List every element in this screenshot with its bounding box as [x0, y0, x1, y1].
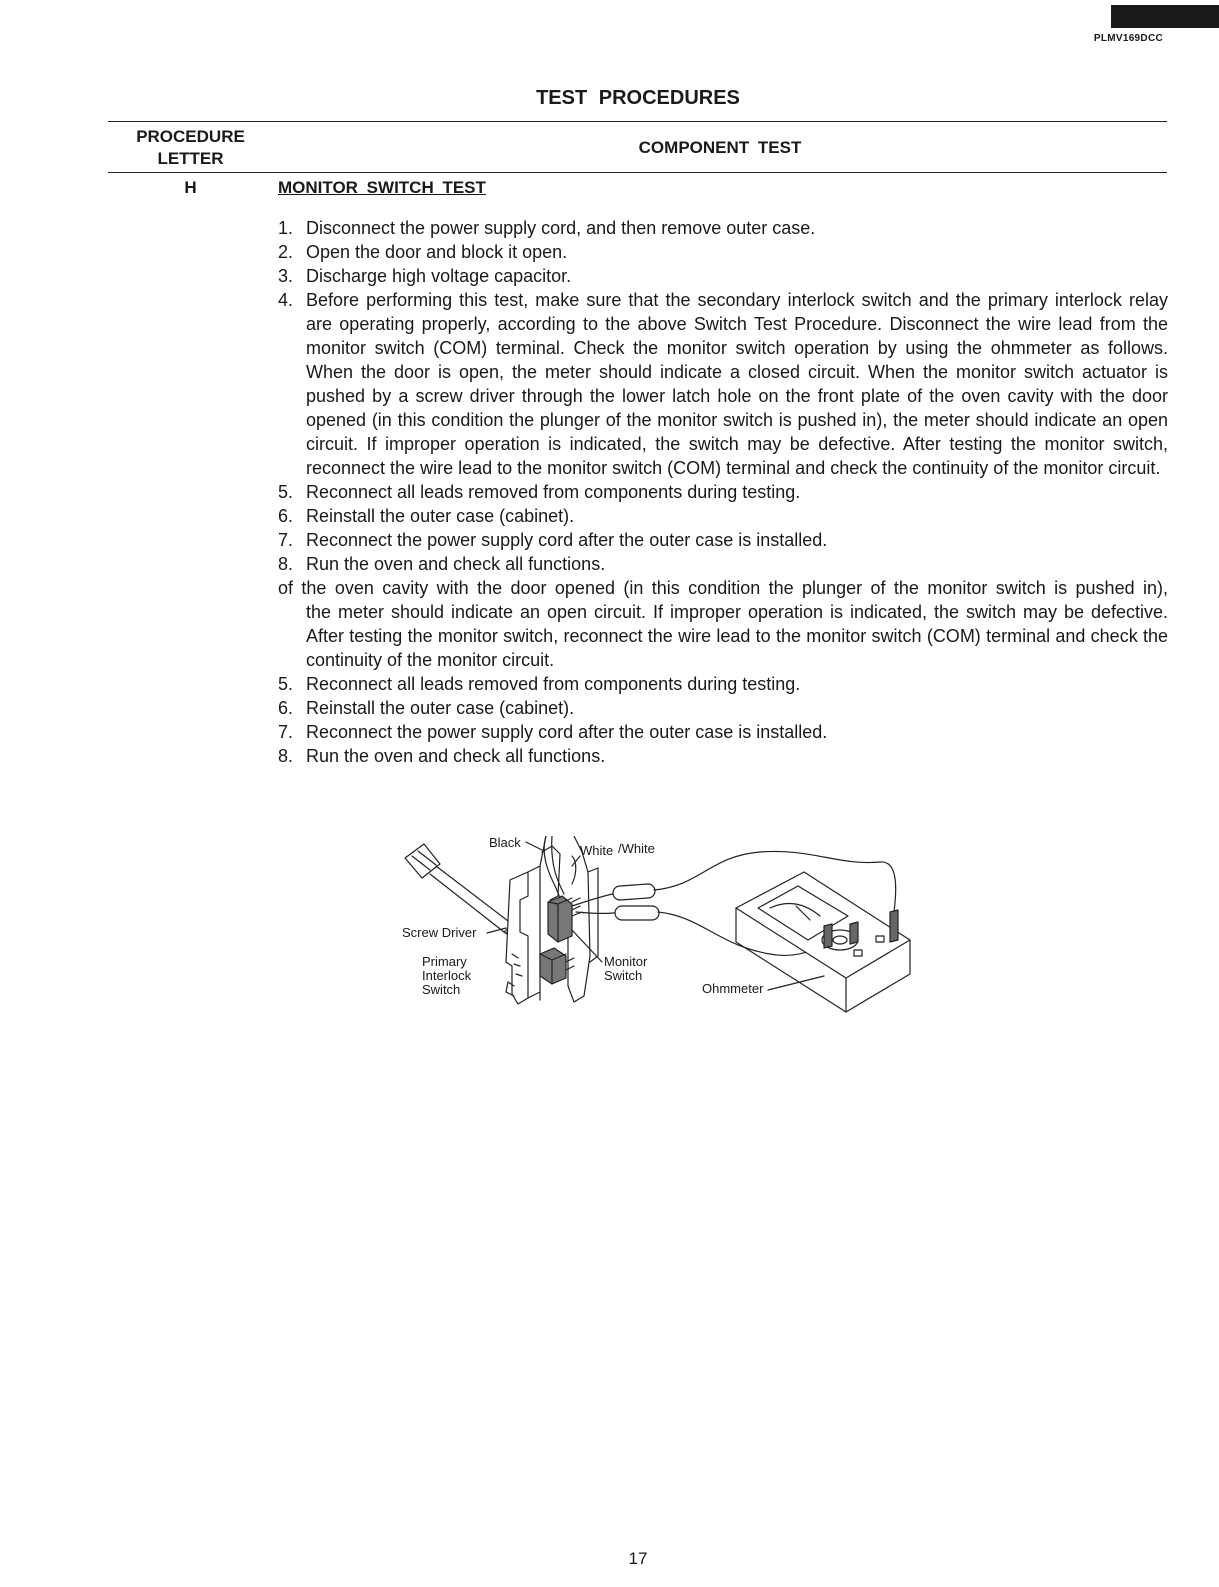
step-number: 3. — [278, 266, 294, 286]
step-item — [278, 240, 1168, 264]
probe-lower — [615, 906, 659, 920]
figure-drawing — [400, 836, 940, 1026]
label-primary-3: Switch — [422, 982, 461, 997]
step-text: Reinstall the outer case (cabinet). — [306, 698, 575, 718]
step-number: 6. — [278, 698, 294, 718]
step-fragment — [278, 576, 1168, 672]
step-text: Reconnect all leads removed from components during testing. — [306, 482, 801, 502]
step-item — [278, 552, 1168, 576]
step-item — [278, 216, 1168, 240]
step-text: Run the oven and check all functions. — [306, 554, 606, 574]
table-header-rule — [108, 172, 1167, 173]
section-title: MONITOR SWITCH TEST — [278, 178, 486, 197]
model-number: PLMV169DCC — [1093, 33, 1163, 44]
page-number: 17 — [628, 1549, 648, 1568]
step-text: Reconnect the power supply cord after the outer case is installed. — [306, 530, 828, 550]
step-item — [278, 504, 1168, 528]
label-screw-driver: Screw Driver — [402, 925, 477, 940]
fragment-rest: the meter should indicate an open circuit. If improper operation is indicated, the switch may be defective. After testing the monitor switch, reconnect the wire lead to the monitor switch (COM) terminal and check the continuity of the monitor circuit. — [306, 602, 1168, 670]
label-monitor-1: Monitor — [604, 954, 648, 969]
table-top-rule — [108, 121, 1167, 122]
step-number: 4. — [278, 290, 294, 310]
black-wire-2 — [552, 836, 564, 894]
label-white: White — [580, 843, 614, 858]
step-number: 7. — [278, 722, 294, 742]
step-text: Reinstall the outer case (cabinet). — [306, 506, 575, 526]
screw-driver-drawing — [405, 844, 518, 936]
step-number: 5. — [278, 674, 294, 694]
header-black-tab — [1111, 5, 1219, 28]
step-item — [278, 672, 1168, 696]
step-number: 1. — [278, 218, 294, 238]
step-text: Run the oven and check all functions. — [306, 746, 606, 766]
probe-upper — [613, 884, 655, 900]
step-item — [278, 720, 1168, 744]
step-text: Reconnect all leads removed from components during testing. — [306, 674, 801, 694]
step-number: 6. — [278, 506, 294, 526]
primary-interlock-switch-drawing — [540, 948, 574, 984]
step-text: Reconnect the power supply cord after the outer case is installed. — [306, 722, 828, 742]
step-number: 2. — [278, 242, 294, 262]
step-text: Discharge high voltage capacitor. — [306, 266, 572, 286]
label-monitor-2: Switch — [604, 968, 643, 983]
white-wire — [572, 856, 576, 884]
procedure-letter-header — [108, 126, 273, 170]
step-text: Open the door and block it open. — [306, 242, 568, 262]
step-text: Disconnect the power supply cord, and then remove outer case. — [306, 218, 816, 238]
procedure-letter-header-line1: PROCEDURE — [136, 127, 245, 146]
step-item — [278, 696, 1168, 720]
step-number: 7. — [278, 530, 294, 550]
page-title: TEST PROCEDURES — [536, 87, 740, 109]
step-item — [278, 264, 1168, 288]
component-test-header: COMPONENT TEST — [638, 138, 802, 157]
procedure-letter-header-line2: LETTER — [157, 149, 224, 168]
label-white-2: /White — [618, 841, 655, 856]
step-item — [278, 288, 1168, 480]
procedure-steps — [278, 216, 1168, 768]
step-number: 8. — [278, 554, 294, 574]
label-primary-1: Primary — [422, 954, 467, 969]
step-number: 5. — [278, 482, 294, 502]
label-black: Black — [489, 836, 521, 850]
fragment-first-line: of the oven cavity with the door opened (in this condition the plunger of the monitor switch is pushed in), — [278, 578, 1168, 598]
step-item — [278, 744, 1168, 768]
label-ohmmeter: Ohmmeter — [702, 981, 764, 996]
monitor-switch-test-figure — [400, 836, 940, 1026]
step-item — [278, 480, 1168, 504]
step-number: 8. — [278, 746, 294, 766]
procedure-letter: H — [184, 178, 197, 197]
step-item — [278, 528, 1168, 552]
label-primary-2: Interlock — [422, 968, 472, 983]
step-text: Before performing this test, make sure that the secondary interlock switch and the primary interlock relay are operating properly, according to the above Switch Test Procedure. Disconnect the wire lead from the monitor switch (COM) terminal. Check the monitor switch operation by using the ohmmeter as follows. When the door is open, the meter should indicate a closed circuit. When the monitor switch actuator is pushed by a screw driver through the lower latch hole on the front plate of the oven cavity with the door opened (in this condition the plunger of the monitor switch is pushed in), the meter should indicate an open circuit. If improper operation is indicated, the switch may be defective. After testing the monitor switch, reconnect the wire lead to the monitor switch (COM) terminal and check the continuity of the monitor circuit. — [306, 290, 1168, 478]
